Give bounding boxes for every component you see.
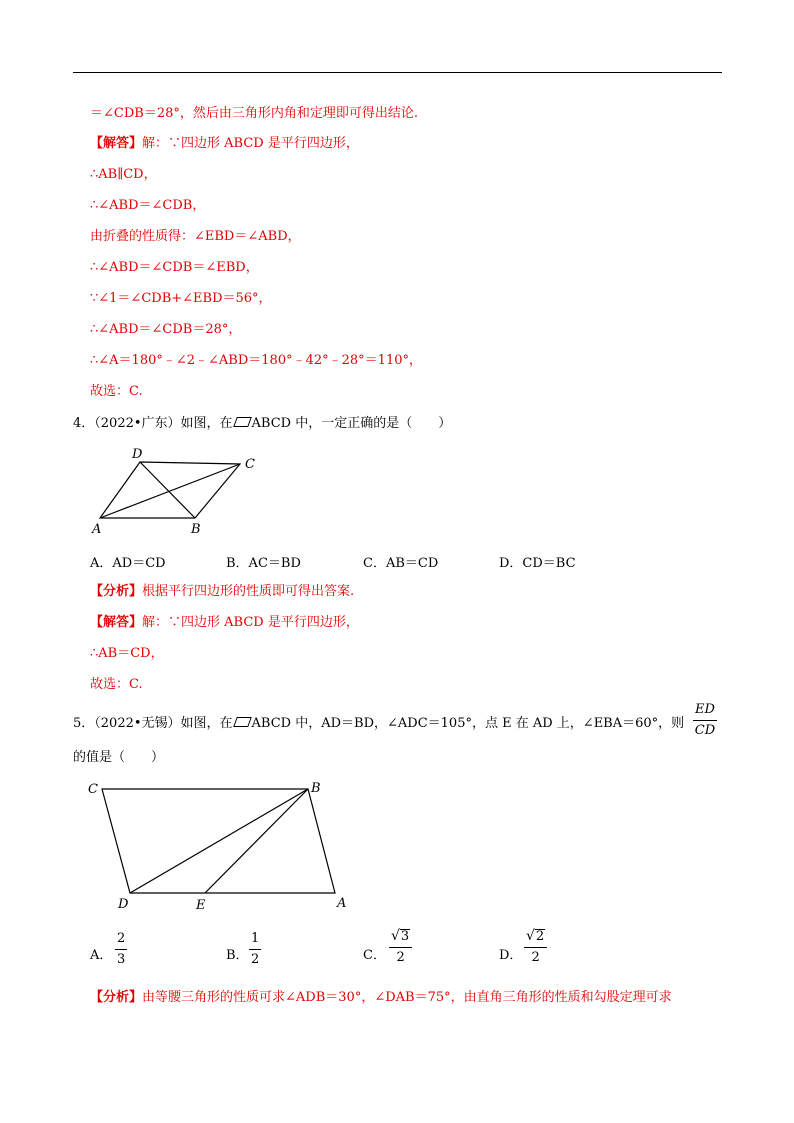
q5-label-b: B bbox=[311, 781, 321, 796]
q5-option-d-letter: D． bbox=[499, 948, 523, 963]
q4-answer-3: 故选：C. bbox=[90, 677, 143, 692]
parallelogram-symbol-icon bbox=[233, 417, 252, 427]
analysis-tag: 【分析】 bbox=[90, 990, 143, 1005]
q4-stem-post: ABCD 中，一定正确的是（ ） bbox=[251, 416, 452, 431]
analysis-tag: 【分析】 bbox=[90, 584, 143, 599]
q5-stem bbox=[73, 716, 684, 732]
q4-option-d[interactable]: D．CD＝BC bbox=[499, 556, 576, 571]
q5-option-d-den: 2 bbox=[531, 950, 540, 965]
q5-frac-num: ED bbox=[693, 702, 717, 721]
sqrt-icon: √ 2 bbox=[526, 928, 545, 944]
solution-line-3: ∴AB∥CD， bbox=[90, 167, 157, 182]
q5-option-a-num: 2 bbox=[115, 931, 127, 950]
q5-option-d-num: 2 bbox=[535, 929, 545, 944]
q5-option-b-fraction bbox=[249, 931, 261, 968]
q5-label-d: D bbox=[118, 897, 129, 912]
q5-analysis bbox=[90, 990, 672, 1006]
answer-tag: 【解答】 bbox=[90, 136, 143, 151]
q5-option-d-fraction bbox=[524, 929, 547, 966]
solution-line-9: ∴∠A＝180°﹣∠2﹣∠ABD＝180°﹣42°﹣28°＝110°， bbox=[90, 353, 422, 368]
q4-option-a[interactable]: A．AD＝CD bbox=[90, 556, 166, 571]
q5-option-c-fraction bbox=[389, 929, 412, 966]
q5-option-c-den: 2 bbox=[396, 950, 405, 965]
sqrt-icon: √ 3 bbox=[391, 928, 410, 944]
q4-figure bbox=[85, 440, 265, 540]
q4-answer bbox=[90, 615, 359, 631]
q5-figure bbox=[85, 775, 355, 915]
q4-label-b: B bbox=[191, 522, 201, 537]
answer-tag: 【解答】 bbox=[90, 615, 143, 630]
q5-option-b[interactable] bbox=[226, 944, 249, 963]
q4-stem bbox=[73, 416, 451, 432]
solution-line-5: 由折叠的性质得：∠EBD＝∠ABD， bbox=[90, 229, 301, 244]
q5-label-a: A bbox=[337, 896, 347, 911]
q5-option-a-den: 3 bbox=[117, 952, 126, 967]
header-rule bbox=[73, 72, 722, 73]
solution-line-2: 解：∵四边形 ABCD 是平行四边形， bbox=[142, 136, 359, 151]
q4-answer-2: ∴AB＝CD， bbox=[90, 646, 164, 661]
q4-option-b[interactable]: B．AC＝BD bbox=[226, 556, 301, 571]
q5-segment-eb bbox=[205, 789, 308, 893]
q5-option-b-letter: B． bbox=[226, 948, 249, 963]
q5-frac-den: CD bbox=[694, 723, 716, 738]
parallelogram-symbol-icon bbox=[233, 717, 252, 727]
q5-option-a-fraction bbox=[115, 931, 127, 968]
q4-diagonal-bd bbox=[140, 462, 195, 518]
q5-option-b-den: 2 bbox=[251, 952, 260, 967]
q5-stem-pre: 5．（2022•无锡）如图，在 bbox=[73, 716, 233, 731]
solution-line-6: ∴∠ABD＝∠CDB＝∠EBD， bbox=[90, 260, 259, 275]
q4-stem-pre: 4．（2022•广东）如图，在 bbox=[73, 416, 233, 431]
q5-label-e: E bbox=[196, 898, 206, 913]
q5-stem-post: ABCD 中，AD＝BD，∠ADC＝105°，点 E 在 AD 上，∠EBA＝60°，则 bbox=[251, 716, 685, 731]
q5-fraction-ed-cd bbox=[693, 702, 717, 739]
q5-option-a-letter: A． bbox=[90, 948, 113, 963]
q5-option-a[interactable] bbox=[90, 944, 112, 963]
q5-option-c-letter: C． bbox=[363, 948, 386, 963]
q5-analysis-text: 由等腰三角形的性质可求∠ADB＝30°，∠DAB＝75°，由直角三角形的性质和勾股定理可求 bbox=[142, 990, 672, 1005]
solution-line-10: 故选：C. bbox=[90, 384, 143, 399]
solution-answer-line bbox=[90, 136, 359, 152]
q5-stem-line-2: 的值是（ ） bbox=[73, 750, 165, 765]
q4-option-c[interactable]: C．AB＝CD bbox=[363, 556, 439, 571]
solution-line-7: ∵∠1＝∠CDB+∠EBD＝56°， bbox=[90, 291, 272, 306]
q4-label-c: C bbox=[245, 457, 255, 472]
q5-option-b-num: 1 bbox=[249, 931, 261, 950]
q5-option-c[interactable] bbox=[363, 944, 386, 963]
solution-line-4: ∴∠ABD＝∠CDB， bbox=[90, 198, 206, 213]
q5-segment-db bbox=[130, 789, 308, 893]
q4-diagonal-ac bbox=[100, 464, 240, 518]
q4-label-a: A bbox=[92, 522, 102, 537]
q4-label-d: D bbox=[132, 447, 143, 462]
solution-line-1: ＝∠CDB＝28°，然后由三角形内角和定理即可得出结论. bbox=[90, 106, 418, 121]
q5-option-c-num: 3 bbox=[400, 929, 410, 944]
q4-answer-1: 解：∵四边形 ABCD 是平行四边形， bbox=[142, 615, 359, 630]
q5-option-d[interactable] bbox=[499, 944, 522, 963]
q5-label-c: C bbox=[88, 782, 98, 797]
solution-line-8: ∴∠ABD＝∠CDB＝28°， bbox=[90, 322, 242, 337]
q4-analysis-text: 根据平行四边形的性质即可得出答案. bbox=[142, 584, 355, 599]
q4-analysis bbox=[90, 584, 354, 600]
